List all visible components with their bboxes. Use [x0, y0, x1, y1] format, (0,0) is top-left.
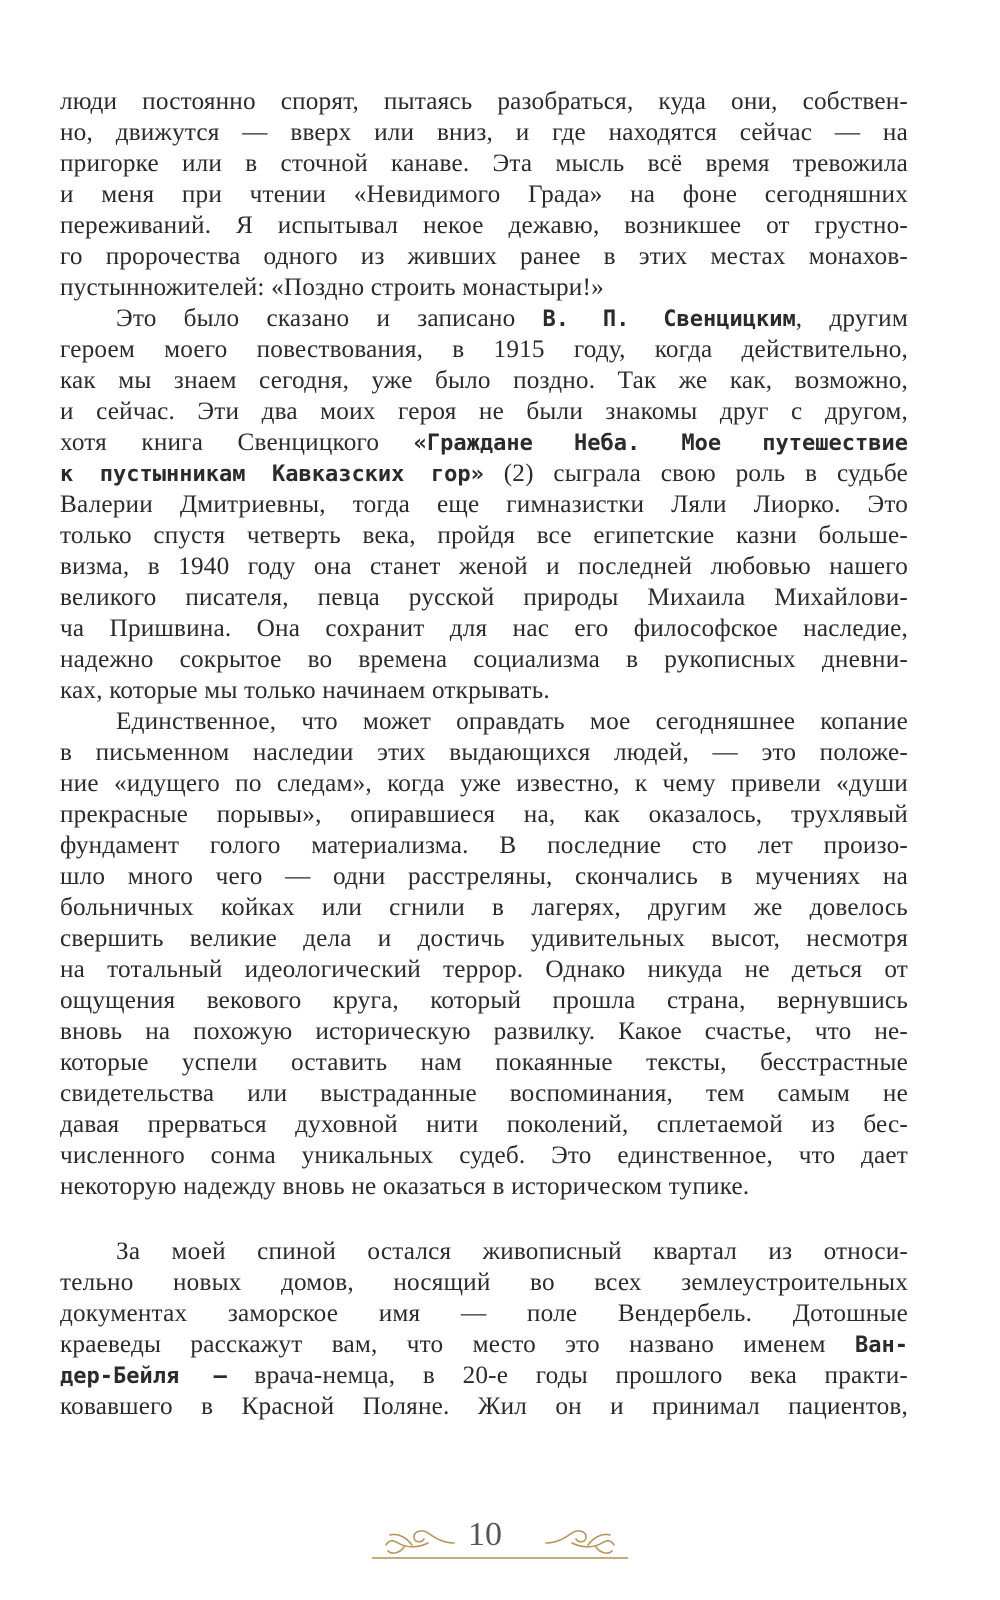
text-line: но, движутся — вверх или вниз, и где находятся сейчас — на: [60, 119, 908, 146]
text-line: великого писателя, певца русской природы Михаила Михайлови-: [60, 584, 908, 611]
text-segment: врача-немца, в 20-е годы прошлого века практи-: [226, 1362, 908, 1389]
text-line: ковавшего в Красной Поляне. Жил он и принимал пациентов,: [60, 1393, 908, 1420]
text-line: которые успели оставить нам покаянные тексты, бесстрастные: [60, 1049, 908, 1076]
text-line: люди постоянно спорят, пытаясь разобраться, куда они, собствен-: [60, 88, 908, 115]
text-line: больничных койках или сгнили в лагерях, другим же довелось: [60, 894, 908, 921]
text-line: переживаний. Я испытывал некое дежавю, возникшее от грустно-: [60, 212, 908, 239]
text-line: го пророчества одного из живших ранее в этих местах монахов-: [60, 243, 908, 270]
text-segment: , другим: [795, 305, 908, 332]
text-segment: хотя книга Свенцицкого: [60, 429, 414, 456]
second-section-text: [60, 1236, 908, 1422]
text-line: героем моего повествования, в 1915 году, когда действительно,: [60, 336, 908, 363]
text-line: [60, 458, 908, 489]
text-line: на тотальный идеологический террор. Однако никуда не деться от: [60, 956, 908, 983]
book-title-bold: «Граждане Неба. Мое путешествие: [413, 431, 908, 456]
footer-rule: [372, 1557, 628, 1559]
text-line: вновь на похожую историческую развилку. Какое счастье, что не-: [60, 1018, 908, 1045]
text-line: [60, 1329, 908, 1360]
text-segment: краеведы расскажут вам, что место это названо именем: [60, 1331, 856, 1358]
text-line: давая прерваться духовной нити поколений, сплетаемой из бес-: [60, 1111, 908, 1138]
name-bold: дер-Бейля —: [60, 1364, 227, 1389]
text-line: ках, которые мы только начинаем открывать.: [60, 677, 550, 704]
text-line: шло много чего — одни расстреляны, скончались в мучениях на: [60, 863, 908, 890]
page-number: 10: [468, 1516, 502, 1553]
text-line: фундамент голого материализма. В последние сто лет произо-: [60, 832, 908, 859]
right-ornament-icon: [544, 1523, 616, 1557]
text-line: пустынножителей: «Поздно строить монастыри!»: [60, 274, 604, 301]
text-line: Единственное, что может оправдать мое сегодняшнее копание: [116, 708, 908, 735]
text-line: только спустя четверть века, пройдя все египетские казни больше-: [60, 522, 908, 549]
text-line: [60, 427, 908, 458]
text-line: свершить великие дела и достичь удивительных высот, несмотря: [60, 925, 908, 952]
text-line: некоторую надежду вновь не оказаться в историческом тупике.: [60, 1173, 750, 1200]
main-text: [60, 86, 908, 1202]
text-line: численного сонма уникальных судеб. Это единственное, что дает: [60, 1142, 908, 1169]
text-line: За моей спиной остался живописный квартал из относи-: [116, 1238, 908, 1265]
text-segment: Это было сказано и записано: [116, 305, 543, 332]
text-line: тельно новых домов, носящий во всех землеустроительных: [60, 1269, 908, 1296]
text-line: пригорке или в сточной канаве. Эта мысль всё время тревожила: [60, 150, 908, 177]
text-segment: (2) сыграла свою роль в судьбе: [483, 460, 908, 487]
text-line: прекрасные порывы», опиравшиеся на, как оказалось, трухлявый: [60, 801, 908, 828]
text-line: визма, в 1940 году она станет женой и последней любовью нашего: [60, 553, 908, 580]
text-line: [60, 303, 908, 334]
text-line: документах заморское имя — поле Вендербель. Дотошные: [60, 1300, 908, 1327]
name-bold: Ван-: [855, 1333, 908, 1358]
text-line: [60, 1360, 908, 1391]
text-line: ние «идущего по следам», когда уже известно, к чему привели «души: [60, 770, 908, 797]
text-line: ча Пришвина. Она сохранит для нас его философское наследие,: [60, 615, 908, 642]
text-line: Валерии Дмитриевны, тогда еще гимназистки Ляли Лиорко. Это: [60, 491, 908, 518]
text-line: и меня при чтении «Невидимого Града» на фоне сегодняшних: [60, 181, 908, 208]
book-title-bold: к пустынникам Кавказских гор»: [60, 462, 484, 487]
text-line: в письменном наследии этих выдающихся людей, — это положе-: [60, 739, 908, 766]
text-line: как мы знаем сегодня, уже было поздно. Так же как, возможно,: [60, 367, 908, 394]
text-line: ощущения векового круга, который прошла страна, вернувшись: [60, 987, 908, 1014]
text-line: свидетельства или выстраданные воспоминания, тем самым не: [60, 1080, 908, 1107]
page-footer: [0, 1515, 1000, 1565]
text-line: и сейчас. Эти два моих героя не были знакомы друг с другом,: [60, 398, 908, 425]
text-line: надежно сокрытое во времена социализма в рукописных дневни-: [60, 646, 908, 673]
author-name-bold: В. П. Свенцицким: [542, 307, 796, 332]
